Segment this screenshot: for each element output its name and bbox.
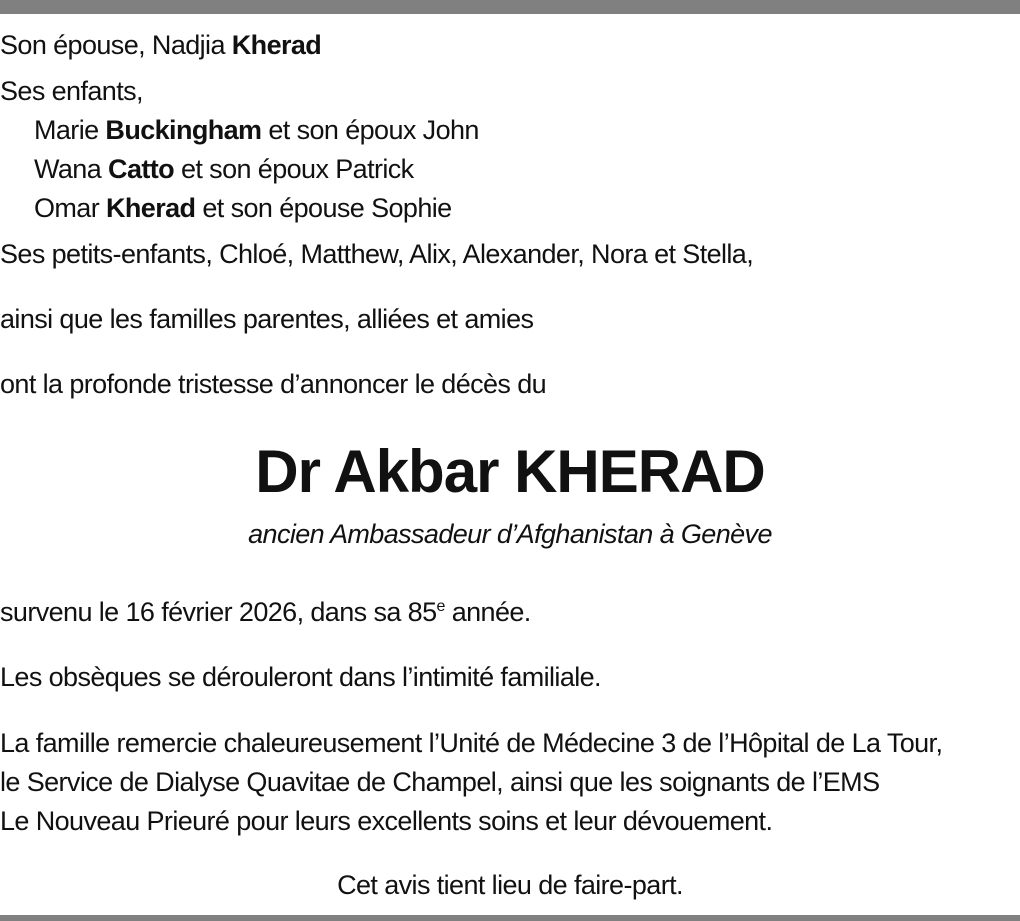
child-line: Marie Buckingham et son époux John — [34, 115, 479, 145]
spouse-surname: Kherad — [231, 30, 322, 60]
thanks-line: le Service de Dialyse Quavitae de Champel, ainsi que les soignants de l’EMS — [0, 767, 880, 797]
bottom-rule — [0, 915, 1020, 921]
families-line: ainsi que les familles parentes, alliées et amies — [0, 304, 534, 334]
child-line: Wana Catto et son époux Patrick — [34, 154, 414, 184]
funeral-line: Les obsèques se dérouleront dans l’intimité familiale. — [0, 662, 601, 692]
death-date-line: survenu le 16 février 2026, dans sa 85e année. — [0, 597, 531, 627]
top-rule — [0, 0, 1020, 14]
children-heading: Ses enfants, — [0, 76, 143, 106]
deceased-title: ancien Ambassadeur d’Afghanistan à Genève — [248, 519, 772, 549]
thanks-line: Le Nouveau Prieuré pour leurs excellents soins et leur dévouement. — [0, 806, 773, 836]
announcement-line: ont la profonde tristesse d’annoncer le décès du — [0, 369, 547, 399]
deceased-name: Dr Akbar KHERAD — [255, 438, 765, 505]
child-line: Omar Kherad et son épouse Sophie — [34, 193, 452, 223]
grandchildren-line: Ses petits-enfants, Chloé, Matthew, Alix, Alexander, Nora et Stella, — [0, 239, 754, 269]
closing-line: Cet avis tient lieu de faire-part. — [337, 870, 683, 900]
thanks-line: La famille remercie chaleureusement l’Unité de Médecine 3 de l’Hôpital de La Tour, — [0, 728, 943, 758]
spouse-line: Son épouse, Nadjia Kherad — [0, 30, 322, 60]
